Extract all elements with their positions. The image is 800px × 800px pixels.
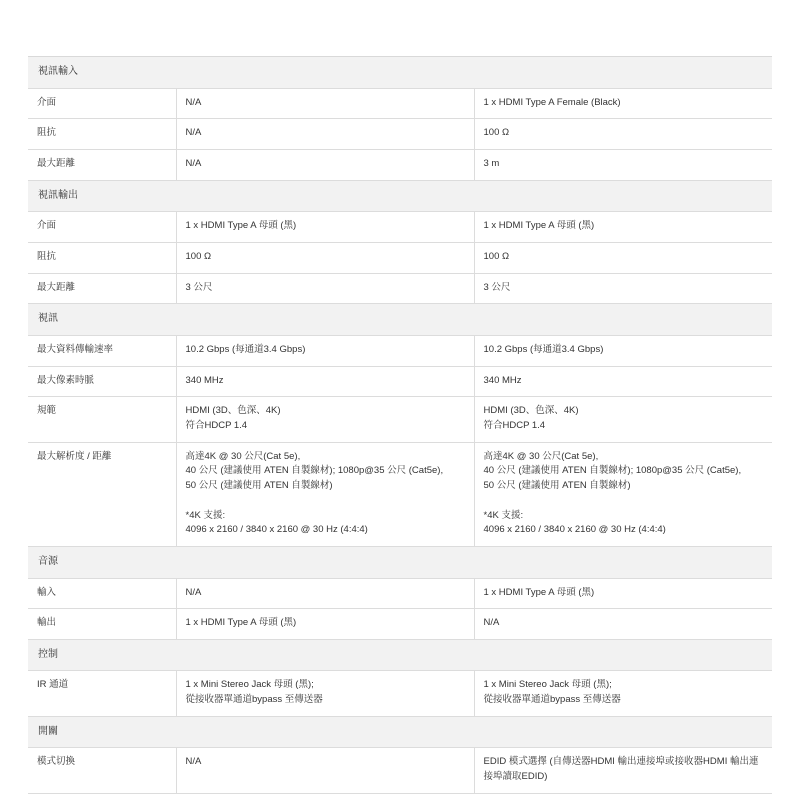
row-value-col1: N/A	[176, 119, 474, 150]
row-label: 最大距離	[28, 149, 176, 180]
row-label: 介面	[28, 88, 176, 119]
section-title: 視訊輸入	[28, 57, 772, 88]
specification-table-container	[28, 56, 772, 794]
row-value-col2: 10.2 Gbps (每通道3.4 Gbps)	[474, 335, 772, 366]
table-section-row	[28, 180, 772, 212]
row-value-col2: 1 x HDMI Type A Female (Black)	[474, 88, 772, 119]
row-label: 阻抗	[28, 119, 176, 150]
specification-table	[28, 57, 772, 794]
row-value-col1: N/A	[176, 149, 474, 180]
row-value-col1: 3 公尺	[176, 273, 474, 304]
row-label: 模式切換	[28, 748, 176, 793]
table-row	[28, 335, 772, 366]
row-value-col2: 3 m	[474, 149, 772, 180]
row-value-col1: 高達4K @ 30 公尺(Cat 5e), 40 公尺 (建議使用 ATEN 自製線材); 1080p@35 公尺 (Cat5e), 50 公尺 (建議使用 ATEN 自製線材) *4K 支援: 4096 x 2160 / 3840 x 2160 @ 30 Hz (4:4:4)	[176, 442, 474, 546]
row-value-col1: N/A	[176, 748, 474, 793]
table-row	[28, 88, 772, 119]
row-value-col1: 100 Ω	[176, 242, 474, 273]
table-row	[28, 748, 772, 793]
table-row	[28, 273, 772, 304]
table-row	[28, 609, 772, 640]
table-row	[28, 442, 772, 546]
table-row	[28, 242, 772, 273]
row-label: 規範	[28, 397, 176, 442]
row-value-col2: 1 x Mini Stereo Jack 母頭 (黑); 從接收器單通道bypass 至傳送器	[474, 671, 772, 716]
table-row	[28, 119, 772, 150]
row-value-col2: HDMI (3D、色深、4K) 符合HDCP 1.4	[474, 397, 772, 442]
row-label: IR 通道	[28, 671, 176, 716]
table-section-row	[28, 639, 772, 671]
row-value-col2: 100 Ω	[474, 119, 772, 150]
row-label: 輸入	[28, 578, 176, 609]
row-value-col1: 1 x HDMI Type A 母頭 (黑)	[176, 212, 474, 243]
section-title: 音源	[28, 547, 772, 579]
row-label: 最大距離	[28, 273, 176, 304]
table-section-row	[28, 57, 772, 88]
table-section-row	[28, 716, 772, 748]
row-value-col1: 10.2 Gbps (每通道3.4 Gbps)	[176, 335, 474, 366]
row-label: 阻抗	[28, 242, 176, 273]
row-value-col1: 340 MHz	[176, 366, 474, 397]
table-row	[28, 366, 772, 397]
row-value-col2: 100 Ω	[474, 242, 772, 273]
table-row	[28, 397, 772, 442]
table-row	[28, 149, 772, 180]
row-value-col2: 高達4K @ 30 公尺(Cat 5e), 40 公尺 (建議使用 ATEN 自製線材); 1080p@35 公尺 (Cat5e), 50 公尺 (建議使用 ATEN 自製線材) *4K 支援: 4096 x 2160 / 3840 x 2160 @ 30 Hz (4:4:4)	[474, 442, 772, 546]
table-row	[28, 212, 772, 243]
section-title: 視訊	[28, 304, 772, 336]
table-row	[28, 671, 772, 716]
row-value-col1: 1 x Mini Stereo Jack 母頭 (黑); 從接收器單通道bypass 至傳送器	[176, 671, 474, 716]
row-value-col1: HDMI (3D、色深、4K) 符合HDCP 1.4	[176, 397, 474, 442]
row-value-col2: EDID 模式選擇 (自傳送器HDMI 輸出連接埠或接收器HDMI 輸出連接埠讀取EDID)	[474, 748, 772, 793]
specification-table-body	[28, 57, 772, 793]
row-value-col2: 1 x HDMI Type A 母頭 (黑)	[474, 578, 772, 609]
table-section-row	[28, 547, 772, 579]
section-title: 開關	[28, 716, 772, 748]
row-value-col2: 340 MHz	[474, 366, 772, 397]
row-value-col1: N/A	[176, 88, 474, 119]
row-label: 輸出	[28, 609, 176, 640]
row-value-col2: 3 公尺	[474, 273, 772, 304]
row-value-col2: N/A	[474, 609, 772, 640]
row-value-col2: 1 x HDMI Type A 母頭 (黑)	[474, 212, 772, 243]
row-label: 最大解析度 / 距離	[28, 442, 176, 546]
section-title: 視訊輸出	[28, 180, 772, 212]
row-label: 最大資料傳輸速率	[28, 335, 176, 366]
row-label: 最大像素時脈	[28, 366, 176, 397]
row-label: 介面	[28, 212, 176, 243]
row-value-col1: N/A	[176, 578, 474, 609]
table-row	[28, 578, 772, 609]
row-value-col1: 1 x HDMI Type A 母頭 (黑)	[176, 609, 474, 640]
section-title: 控制	[28, 639, 772, 671]
table-section-row	[28, 304, 772, 336]
